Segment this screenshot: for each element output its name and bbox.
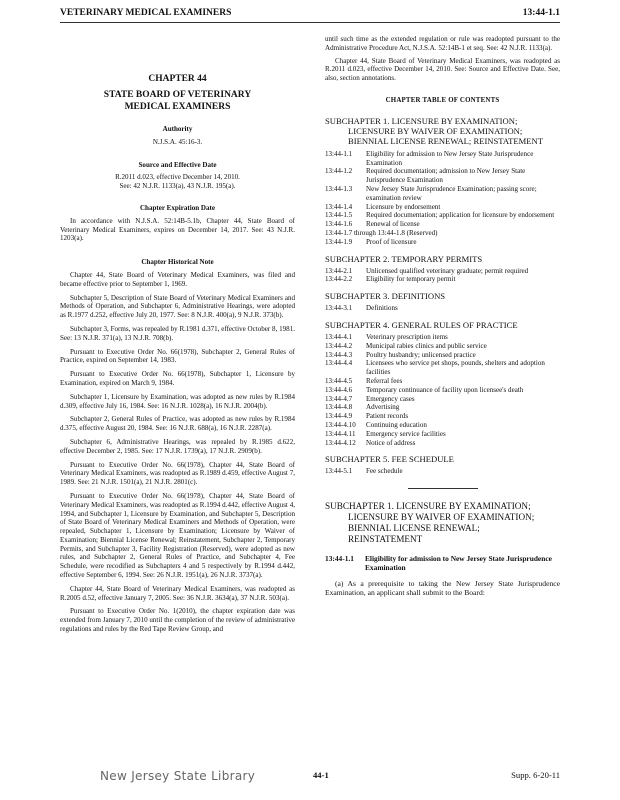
history-paragraph: Pursuant to Executive Order No. 1(2010), the chapter expiration date was extended from January 7, 2010 until the completion of the review of administrative regulations and rules by the Red Tape Review Group, and xyxy=(60,607,295,634)
toc-entry[interactable] xyxy=(325,304,560,313)
toc-entry-number: 13:44-4.11 xyxy=(325,429,356,438)
source-line-2: See: 42 N.J.R. 1133(a), 43 N.J.R. 195(a). xyxy=(119,182,236,191)
toc-subchapter-2: SUBCHAPTER 2. TEMPORARY PERMITS xyxy=(325,253,483,264)
toc-entry-number: 13:44-1.2 xyxy=(325,167,353,176)
expiration-text: In accordance with N.J.S.A. 52:14B-5.1b, Chapter 44, State Board of Veterinary Medical Examiners, expires on December 14, 2017. See: 43 N.J.R. 1203(a). xyxy=(60,216,295,243)
toc-entry-title: Required documentation; admission to New Jersey State Jurisprudence Examination xyxy=(366,167,526,185)
toc-entry-number: 13:44-4.5 xyxy=(325,376,353,385)
right-column xyxy=(325,35,560,598)
source-heading: Source and Effective Date xyxy=(138,160,217,169)
history-paragraph: Subchapter 1, Licensure by Examination, was adopted as new rules by R.1984 d.309, effective July 16, 1984. See: 16 N.J.R. 1028(a), 16 N.J.R. 2004(b). xyxy=(60,392,295,410)
toc-entry[interactable] xyxy=(325,185,560,203)
toc-subchapter-2-entries xyxy=(325,267,560,285)
history-paragraph: Subchapter 2, General Rules of Practice, was adopted as new rules by R.1984 d.375, effective August 20, 1984. See: 16 N.J.R. 688(a), 16 N.J.R. 2287(a). xyxy=(60,415,295,433)
toc-entry-number: 13:44-4.6 xyxy=(325,385,353,394)
section-heading xyxy=(325,555,560,573)
section-title: Eligibility for admission to New Jersey State Jurisprudence Examination xyxy=(365,554,552,572)
section-text: (a) As a prerequisite to taking the New Jersey State Jurisprudence Examination, an applicant shall submit to the Board: xyxy=(325,578,560,598)
library-watermark: New Jersey State Library xyxy=(100,769,256,783)
toc-subchapter-1: SUBCHAPTER 1. LICENSURE BY EXAMINATION; LICENSURE BY WAIVER OF EXAMINATION; BIENNIAL LICENSE RENEWAL; REINSTATEMENT xyxy=(325,115,543,146)
toc-entry-title: Eligibility for admission to New Jersey State Jurisprudence Examination xyxy=(366,149,534,167)
toc-subchapter-5-entries xyxy=(325,467,560,476)
history-paragraph: Chapter 44, State Board of Veterinary Medical Examiners, was filed and became effective prior to September 1, 1969. xyxy=(60,270,295,288)
toc-entry-title: Referral fees xyxy=(366,376,403,385)
toc-entry[interactable] xyxy=(325,150,560,168)
toc-entry-number: 13:44-4.12 xyxy=(325,438,356,447)
toc-entry-title: Licensure by endorsement xyxy=(366,202,441,211)
supplement-date: Supp. 6-20-11 xyxy=(511,770,560,780)
toc-entry-number: 13:44-4.3 xyxy=(325,350,353,359)
toc-entry-title: Definitions xyxy=(366,304,398,313)
toc-entry-title: Advertising xyxy=(366,403,400,412)
toc-entry-title: Emergency service facilities xyxy=(366,429,446,438)
toc-entry-title: Required documentation; application for licensure by endorsement xyxy=(366,211,555,220)
expiration-heading: Chapter Expiration Date xyxy=(139,203,216,212)
toc-entry-number: 13:44-4.1 xyxy=(325,332,353,341)
toc-entry[interactable] xyxy=(325,412,560,421)
history-paragraph: Pursuant to Executive Order No. 66(1978), Subchapter 2, General Rules of Practice, expired on September 14, 1983. xyxy=(60,347,295,365)
toc-entry-number: 13:44-1.1 xyxy=(325,149,353,158)
toc-entry-number: 13:44-4.2 xyxy=(325,341,353,350)
chapter-title-1: STATE BOARD OF VETERINARY xyxy=(103,90,252,100)
toc-entry[interactable] xyxy=(325,220,560,229)
toc-subchapter-5: SUBCHAPTER 5. FEE SCHEDULE xyxy=(325,454,454,465)
toc-entry-number: 13:44-1.6 xyxy=(325,220,353,229)
toc-entry-title: Veterinary prescription items xyxy=(366,332,448,341)
authority-text: N.J.S.A. 45:16-3. xyxy=(152,137,203,146)
toc-entry-number: 13:44-1.9 xyxy=(325,237,353,246)
toc-entry-title: Proof of licensure xyxy=(366,237,417,246)
history-notes xyxy=(60,271,295,634)
toc-entry-number: 13:44-4.9 xyxy=(325,412,353,421)
toc-entry[interactable] xyxy=(325,386,560,395)
toc-entry[interactable] xyxy=(325,395,560,404)
history-paragraph: Subchapter 6, Administrative Hearings, was repealed by R.1985 d.622, effective December 2, 1985. See: 17 N.J.R. 1739(a), 17 N.J.R. 2909(b). xyxy=(60,437,295,455)
toc-subchapter-1-entries xyxy=(325,150,560,247)
toc-entry-number: 13:44-1.4 xyxy=(325,202,353,211)
header-rule xyxy=(60,22,560,23)
running-head-section: 13:44-1.1 xyxy=(522,8,560,18)
toc-entry-title: 13:44-1.7 through 13:44-1.8 (Reserved) xyxy=(325,228,438,237)
toc-entry[interactable] xyxy=(325,342,560,351)
toc-entry-title: Poultry husbandry; unlicensed practice xyxy=(366,350,476,359)
toc-entry-title: Notice of address xyxy=(366,438,416,447)
toc-subchapter-3-entries xyxy=(325,304,560,313)
source-line-1: R.2011 d.023, effective December 14, 2010. xyxy=(115,173,240,182)
toc-entry-number: 13:44-2.2 xyxy=(325,275,353,284)
toc-entry[interactable] xyxy=(325,238,560,247)
toc-entry[interactable] xyxy=(325,203,560,212)
toc-entry-number: 13:44-3.1 xyxy=(325,304,353,313)
toc-entry[interactable] xyxy=(325,167,560,185)
toc-entry-title: Municipal rabies clinics and public service xyxy=(366,341,487,350)
left-column xyxy=(60,73,295,634)
toc-entry[interactable] xyxy=(325,211,560,220)
toc-entry-title: Patient records xyxy=(366,412,409,421)
toc-entry-number: 13:44-1.5 xyxy=(325,211,353,220)
toc-entry-title: Unlicensed qualified veterinary graduate; permit required xyxy=(366,266,529,275)
authority-heading: Authority xyxy=(162,125,193,133)
toc-entry-number: 13:44-5.1 xyxy=(325,467,353,476)
toc-entry[interactable] xyxy=(325,333,560,342)
toc-entry-title: New Jersey State Jurisprudence Examination; passing score; examination review xyxy=(366,184,537,202)
toc-entry-number: 13:44-4.8 xyxy=(325,403,353,412)
history-heading: Chapter Historical Note xyxy=(141,258,214,267)
toc-entry-title: Continuing education xyxy=(366,420,427,429)
chapter-title-2: MEDICAL EXAMINERS xyxy=(124,102,231,112)
history-paragraph: Subchapter 3, Forms, was repealed by R.1981 d.371, effective October 8, 1981. See: 13 N.J.R. 371(a), 13 N.J.R. 708(b). xyxy=(60,324,295,342)
running-head-title: VETERINARY MEDICAL EXAMINERS xyxy=(60,8,232,18)
toc-subchapter-3: SUBCHAPTER 3. DEFINITIONS xyxy=(325,291,446,302)
page-number: 44-1 xyxy=(313,770,329,780)
toc-entry[interactable] xyxy=(325,377,560,386)
toc-entry-title: Licensees who service pet shops, pounds, shelters and adoption facilities xyxy=(366,359,545,377)
toc-subchapter-4-entries xyxy=(325,333,560,447)
history-continued: until such time as the extended regulation or rule was readopted pursuant to the Administrative Procedure Act, N.J.S.A. 52:14B-1 et seq. See: 42 N.J.R. 1133(a). xyxy=(325,35,560,52)
toc-entry-number: 13:44-4.10 xyxy=(325,420,356,429)
toc-entry[interactable] xyxy=(325,275,560,284)
toc-entry[interactable] xyxy=(325,421,560,430)
toc-heading: CHAPTER TABLE OF CONTENTS xyxy=(385,96,500,104)
toc-entry-title: Fee schedule xyxy=(366,467,403,476)
history-paragraph: Pursuant to Executive Order No. 66(1978), Subchapter 1, Licensure by Examination, expired on March 9, 1984. xyxy=(60,370,295,387)
toc-entry-title: Eligibility for temporary permit xyxy=(366,275,456,284)
toc-entry-title: Emergency cases xyxy=(366,394,415,403)
toc-entry[interactable] xyxy=(325,467,560,476)
toc-entry[interactable] xyxy=(325,359,560,377)
subchapter-1-heading: SUBCHAPTER 1. LICENSURE BY EXAMINATION; LICENSURE BY WAIVER OF EXAMINATION; BIENNIAL LICENSE RENEWAL; REINSTATEMENT xyxy=(325,501,535,545)
toc-entry-number: 13:44-4.7 xyxy=(325,394,353,403)
toc-subchapter-4: SUBCHAPTER 4. GENERAL RULES OF PRACTICE xyxy=(325,319,518,330)
toc-entry[interactable] xyxy=(325,267,560,276)
separator-rule xyxy=(408,488,478,489)
toc-entry-title: Temporary continuance of facility upon licensee's death xyxy=(366,385,524,394)
toc-entry-number: 13:44-1.3 xyxy=(325,184,353,193)
section-number: 13:44-1.1 xyxy=(325,554,354,564)
toc-entry[interactable] xyxy=(325,430,560,439)
toc-entry-number: 13:44-2.1 xyxy=(325,266,353,275)
history-paragraph: Subchapter 5, Description of State Board of Veterinary Medical Examiners and Methods of Operation, and Subchapter 6, Administrative Hearings, were adopted as R.1977 d.252, effective July 20, 1977. See: 8 N.J.R. 400(a), 9 N.J.R. 373(b). xyxy=(60,293,295,320)
history-readoption: Chapter 44, State Board of Veterinary Medical Examiners, was readopted as R.2011 d.023, effective December 14, 2010. See: Source and Effective Date. See, also, section annotations. xyxy=(325,56,560,83)
chapter-number: CHAPTER 44 xyxy=(148,74,207,84)
history-paragraph: Pursuant to Executive Order No. 66(1978), Chapter 44, State Board of Veterinary Medical Examiners, was readopted as R.1989 d.459, effective August 7, 1989. See: 21 N.J.R. 1501(a), 21 N.J.R. 2801(c). xyxy=(60,460,295,487)
history-paragraph: Chapter 44, State Board of Veterinary Medical Examiners, was readopted as R.2005 d.52, effective January 7, 2005. See: 36 N.J.R. 3634(a), 37 N.J.R. 503(a). xyxy=(60,584,295,602)
toc-entry[interactable] xyxy=(325,403,560,412)
toc-entry-title: Renewal of license xyxy=(366,220,420,229)
toc-entry[interactable] xyxy=(325,351,560,360)
toc-entry-number: 13:44-4.4 xyxy=(325,359,353,368)
toc-entry[interactable] xyxy=(325,229,560,238)
history-paragraph: Pursuant to Executive Order No. 66(1978), Chapter 44, State Board of Veterinary Medical Examiners, was readopted as R.1994 d.442, effective August 4, 1994, and Subchapter 1, Licensure by Examination, and Subchapter 5, Description of State Board of Veterinary Medical Examiners and Methods of Operation, were repealed, Subchapter 1, Licensure by Examination; Licensure by Waiver of Examination; Biennial License Renewal; Reinstatement, Subchapter 2, Temporary Permits, and Subchapter 3, Facility Registration (Reserved), were adopted as new rules, and Subchapter 2, General Rules of Practice, and Subchapter 4, Fee Schedule, were recodified as Subchapters 4 and 5 respectively by R.1994 d.442, effective September 6, 1994. See: 26 N.J.R. 1951(a), 26 N.J.R. 3737(a). xyxy=(60,491,295,580)
toc-entry[interactable] xyxy=(325,439,560,448)
